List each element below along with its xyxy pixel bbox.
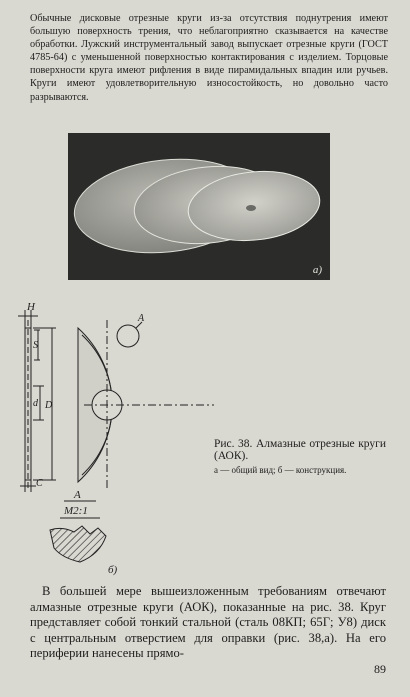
label-A-callout: A	[138, 313, 145, 324]
figure-photo	[68, 133, 330, 280]
label-scale: M2:1	[64, 505, 88, 517]
photo-label: а)	[312, 264, 322, 276]
caption-title: Рис. 38. Алмазные отрезные круги (АОК).	[214, 438, 386, 462]
figure-caption	[214, 438, 386, 476]
section-detail	[50, 526, 106, 562]
label-H: H	[27, 301, 35, 313]
main-paragraph: В большей мере вышеизложенным требованиям отвечают алмазные отрезные круги (АОК), показанные на рис. 38. Круг представляет собой тонкий стальной (сталь 08КП; 65Г; У8) диск с центральным отверстием для оправки (рис. 38,а). На его периферии нанесены прямо-	[30, 584, 386, 661]
label-C: C	[36, 478, 43, 489]
page-number: 89	[374, 662, 386, 676]
cutting-discs-photo	[68, 133, 330, 280]
caption-subtitle: а — общий вид; б — конструкция.	[214, 465, 347, 475]
label-drawing: б)	[108, 564, 118, 576]
label-section-A: A	[74, 489, 81, 501]
label-S: S	[33, 340, 38, 351]
intro-paragraph: Обычные дисковые отрезные круги из-за отсутствия поднутрения имеют большую поверхность трения, что неблагоприятно сказывается на качестве обработки. Лужский инструментальный завод выпускает отрезные круги (ГОСТ 4785-64) с уменьшенной поверхностью контактирования с изделием. Торцовые поверхности круга имеют рифления в виде пирамидальных впадин или ручьев. Круги имеют удовлетворительную износостойкость, но довольно часто разрываются.	[30, 13, 388, 103]
label-D: D	[45, 400, 53, 411]
label-d: d	[33, 398, 38, 409]
disc-small-hole	[246, 205, 256, 211]
detail-callout-circle	[117, 325, 139, 347]
